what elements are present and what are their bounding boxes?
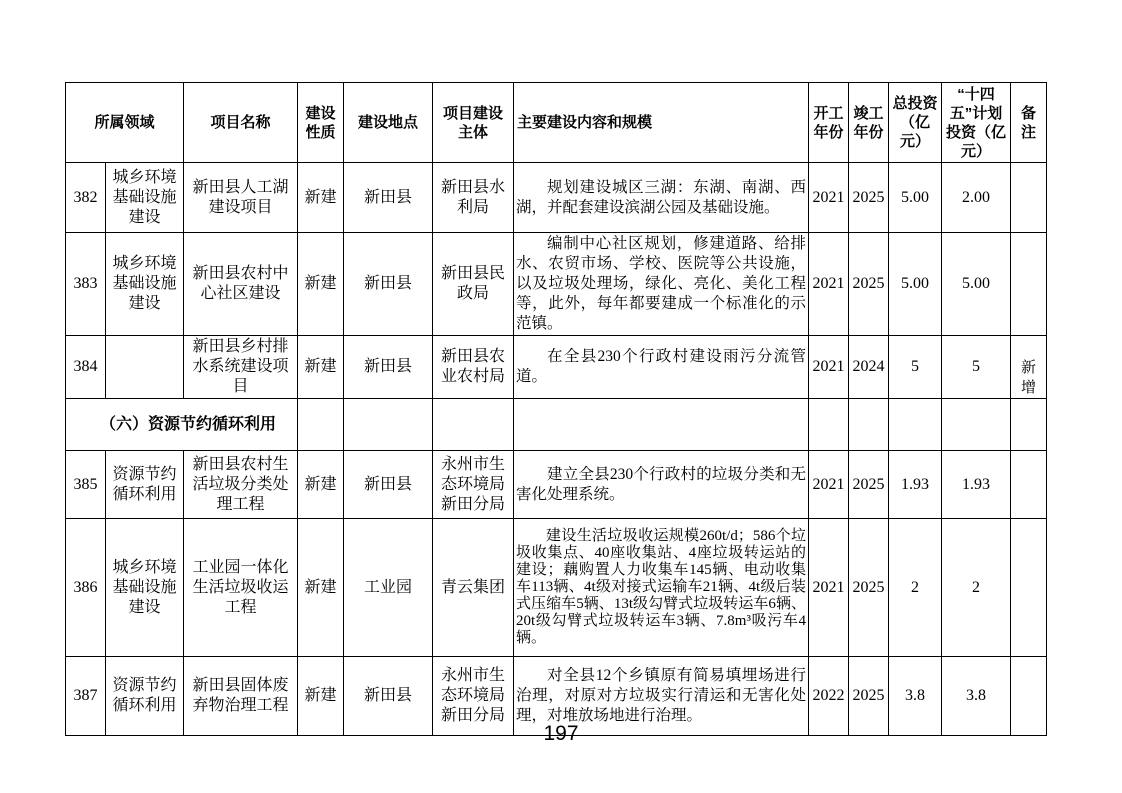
cell-plan-investment: 2.00 — [942, 163, 1011, 233]
cell-remark — [1011, 519, 1047, 657]
header-end-year: 竣工年份 — [849, 83, 889, 163]
project-table — [65, 82, 1047, 736]
cell-nature: 新建 — [298, 233, 344, 336]
cell-end-year: 2025 — [849, 163, 889, 233]
cell-field: 资源节约循环利用 — [106, 451, 184, 519]
cell-project-name: 新田县乡村排水系统建设项目 — [184, 336, 298, 399]
cell-location: 新田县 — [344, 336, 433, 399]
header-remark: 备注 — [1011, 83, 1047, 163]
cell-field: 城乡环境基础设施建设 — [106, 233, 184, 336]
cell-project-name: 工业园一体化生活垃圾收运工程 — [184, 519, 298, 657]
empty-cell — [889, 399, 942, 451]
row-number: 387 — [66, 657, 106, 736]
page-number: 197 — [543, 722, 579, 745]
empty-cell — [849, 399, 889, 451]
cell-total-investment: 5.00 — [889, 163, 942, 233]
table-row — [66, 233, 1047, 336]
cell-field: 城乡环境基础设施建设 — [106, 519, 184, 657]
cell-builder: 新田县农业农村局 — [433, 336, 514, 399]
table-row — [66, 163, 1047, 233]
cell-plan-investment: 5 — [942, 336, 1011, 399]
cell-nature: 新建 — [298, 336, 344, 399]
header-plan-investment: “十四五”计划投资（亿元） — [942, 83, 1011, 163]
cell-location: 新田县 — [344, 233, 433, 336]
cell-location: 新田县 — [344, 163, 433, 233]
cell-total-investment: 5 — [889, 336, 942, 399]
row-number: 384 — [66, 336, 106, 399]
cell-remark — [1011, 451, 1047, 519]
section-title: （六）资源节约循环利用 — [66, 399, 298, 451]
cell-end-year: 2025 — [849, 233, 889, 336]
cell-content: 在全县230个行政村建设雨污分流管道。 — [514, 336, 809, 399]
cell-plan-investment: 1.93 — [942, 451, 1011, 519]
empty-cell — [809, 399, 849, 451]
cell-plan-investment: 2 — [942, 519, 1011, 657]
cell-nature: 新建 — [298, 657, 344, 736]
header-builder: 项目建设主体 — [433, 83, 514, 163]
cell-project-name: 新田县人工湖建设项目 — [184, 163, 298, 233]
table-row — [66, 451, 1047, 519]
cell-content: 规划建设城区三湖：东湖、南湖、西湖，并配套建设滨湖公园及基础设施。 — [514, 163, 809, 233]
row-number: 385 — [66, 451, 106, 519]
cell-end-year: 2024 — [849, 336, 889, 399]
cell-total-investment: 5.00 — [889, 233, 942, 336]
cell-remark — [1011, 163, 1047, 233]
cell-nature: 新建 — [298, 163, 344, 233]
table-row — [66, 519, 1047, 657]
cell-start-year: 2021 — [809, 163, 849, 233]
header-project-name: 项目名称 — [184, 83, 298, 163]
cell-total-investment: 3.8 — [889, 657, 942, 736]
header-content: 主要建设内容和规模 — [514, 83, 809, 163]
cell-remark-new: 新增 — [1011, 336, 1047, 399]
cell-content: 建立全县230个行政村的垃圾分类和无害化处理系统。 — [514, 451, 809, 519]
header-location: 建设地点 — [344, 83, 433, 163]
cell-plan-investment: 5.00 — [942, 233, 1011, 336]
cell-field: 资源节约循环利用 — [106, 657, 184, 736]
cell-builder: 永州市生态环境局新田分局 — [433, 451, 514, 519]
empty-cell — [942, 399, 1011, 451]
empty-cell — [1011, 399, 1047, 451]
cell-remark — [1011, 233, 1047, 336]
row-number: 382 — [66, 163, 106, 233]
cell-builder: 青云集团 — [433, 519, 514, 657]
row-number: 383 — [66, 233, 106, 336]
cell-builder: 永州市生态环境局新田分局 — [433, 657, 514, 736]
empty-cell — [344, 399, 433, 451]
cell-end-year: 2025 — [849, 519, 889, 657]
cell-start-year: 2021 — [809, 519, 849, 657]
cell-content: 建设生活垃圾收运规模260t/d；586个垃圾收集点、40座收集站、4座垃圾转运站的建设；藕购置人力收集车145辆、电动收集车113辆、4t级对接式运输车21辆、4t级后装式压缩车5辆、13t级勾臂式垃圾转运车6辆、20t级勾臂式垃圾转运车3辆、7.8m³吸污车4辆。 — [514, 519, 809, 657]
header-total-investment: 总投资（亿元） — [889, 83, 942, 163]
cell-start-year: 2021 — [809, 336, 849, 399]
cell-start-year: 2021 — [809, 451, 849, 519]
cell-start-year: 2022 — [809, 657, 849, 736]
table-header-row — [66, 83, 1047, 163]
table-row — [66, 336, 1047, 399]
empty-cell — [514, 399, 809, 451]
cell-end-year: 2025 — [849, 657, 889, 736]
cell-nature: 新建 — [298, 451, 344, 519]
cell-end-year: 2025 — [849, 451, 889, 519]
cell-location: 新田县 — [344, 451, 433, 519]
section-header-row — [66, 399, 1047, 451]
cell-project-name: 新田县农村中心社区建设 — [184, 233, 298, 336]
cell-location: 工业园 — [344, 519, 433, 657]
cell-builder: 新田县水利局 — [433, 163, 514, 233]
header-nature: 建设性质 — [298, 83, 344, 163]
cell-builder: 新田县民政局 — [433, 233, 514, 336]
cell-content: 编制中心社区规划，修建道路、给排水、农贸市场、学校、医院等公共设施，以及垃圾处理场，绿化、亮化、美化工程等，此外，每年都要建成一个标准化的示范镇。 — [514, 233, 809, 336]
cell-total-investment: 1.93 — [889, 451, 942, 519]
cell-field: 城乡环境基础设施建设 — [106, 163, 184, 233]
empty-cell — [433, 399, 514, 451]
cell-project-name: 新田县农村生活垃圾分类处理工程 — [184, 451, 298, 519]
row-number: 386 — [66, 519, 106, 657]
cell-content: 对全县12个乡镇原有简易填埋场进行治理，对原对方垃圾实行清运和无害化处理，对堆放场地进行治理。 — [514, 657, 809, 736]
cell-location: 新田县 — [344, 657, 433, 736]
cell-nature: 新建 — [298, 519, 344, 657]
cell-plan-investment: 3.8 — [942, 657, 1011, 736]
header-start-year: 开工年份 — [809, 83, 849, 163]
empty-cell — [298, 399, 344, 451]
cell-start-year: 2021 — [809, 233, 849, 336]
header-field: 所属领域 — [66, 83, 184, 163]
cell-total-investment: 2 — [889, 519, 942, 657]
cell-project-name: 新田县固体废弃物治理工程 — [184, 657, 298, 736]
cell-field — [106, 336, 184, 399]
